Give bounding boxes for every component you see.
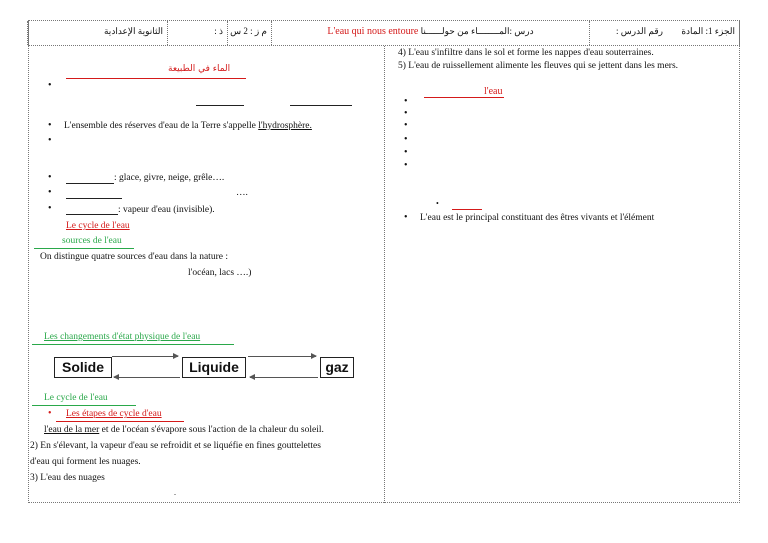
step-2a: 2) En s'élevant, la vapeur d'eau se refroidit et se liquéfie en fines gouttelettes [30, 441, 321, 451]
bullet: • [48, 80, 52, 91]
sources-text: On distingue quatre sources d'eau dans la nature : [40, 252, 228, 262]
step-3: 3) L'eau des nuages [30, 473, 105, 483]
header-row [28, 20, 740, 46]
steps-title: Les étapes de cycle d'eau [66, 409, 162, 419]
cycle-title-2: Le cycle de l'eau [44, 393, 108, 403]
header-school: الثانوية الإعدادية [27, 21, 167, 45]
state-gas-box: gaz [320, 357, 354, 378]
bullet: • [404, 147, 408, 158]
header-duration: م ز : 2 س [227, 21, 271, 45]
vapour-text: : vapeur d'eau (invisible). [118, 205, 215, 215]
bullet: • [48, 203, 52, 214]
header-lesson-title: L'eau qui nous entoure [327, 26, 419, 37]
bullet: • [48, 120, 52, 131]
heading-water: l'eau [484, 86, 503, 97]
step-5: 5) L'eau de ruissellement alimente les fleuves qui se jettent dans les mers. [398, 61, 679, 71]
header-lesson [271, 21, 589, 45]
bullet: • [48, 135, 52, 146]
blank-line [196, 105, 244, 106]
hydrosphere-term: l'hydrosphère. [258, 121, 312, 131]
header-lesson-prefix: درس :المــــــــاء من حولــــــنا [420, 26, 534, 36]
heading-water-nature: الماء في الطبيعة [168, 64, 231, 74]
bullet: • [48, 187, 52, 198]
ocean-text: l'océan, lacs ….) [188, 268, 252, 278]
bullet: • [404, 108, 408, 119]
step-1: l'eau de la mer et de l'océan s'évapore sous l'action de la chaleur du soleil. [44, 425, 324, 435]
sources-title: sources de l'eau [62, 236, 122, 246]
bullet-red: • [48, 408, 52, 419]
last-bullet-text: L'eau est le principal constituant des êtres vivants et l'élément [420, 213, 655, 223]
cycle-title: Le cycle de l'eau [66, 221, 130, 231]
bullet: • [404, 134, 408, 145]
header-teacher: ذ : [167, 21, 227, 45]
arrow-solid-to-liquid [112, 356, 178, 357]
column-divider [384, 46, 385, 503]
hydrosphere-sentence: L'ensemble des réserves d'eau de la Terre s'appelle l'hydrosphère. [64, 121, 312, 131]
state-solid-box: Solide [54, 357, 112, 378]
changes-underline [32, 344, 234, 345]
bullet: • [404, 212, 408, 223]
blank-line [66, 214, 118, 215]
bullet: • [48, 172, 52, 183]
blank-line [66, 183, 114, 184]
step-4: 4) L'eau s'infiltre dans le sol et forme les nappes d'eau souterraines. [398, 48, 654, 58]
heading-water-underline [424, 97, 504, 98]
arrow-liquid-to-gas [248, 356, 316, 357]
red-blank-line [452, 209, 482, 210]
steps-underline [56, 421, 184, 422]
arrow-gas-to-liquid [250, 377, 318, 378]
footer-dot: . [174, 488, 176, 497]
step-2b: d'eau qui forment les nuages. [30, 457, 141, 467]
blank-line [290, 105, 352, 106]
heading-underline [66, 78, 246, 79]
bullet: • [404, 96, 408, 107]
state-liquid-box: Liquide [182, 357, 246, 378]
bullet: • [404, 160, 408, 171]
cycle-title-2-underline [32, 405, 136, 406]
sources-underline [34, 248, 134, 249]
solid-forms: : glace, givre, neige, grêle…. [114, 173, 225, 183]
arrow-liquid-to-solid [114, 377, 180, 378]
bullet: • [436, 199, 439, 208]
bullet: • [404, 120, 408, 131]
blank-line [66, 198, 122, 199]
header-subject: الجزء 1: المادة [681, 26, 735, 36]
header-lesson-number: رقم الدرس : [589, 21, 667, 45]
dots-text: …. [236, 188, 248, 198]
changes-title: Les changements d'état physique de l'eau [44, 332, 201, 342]
